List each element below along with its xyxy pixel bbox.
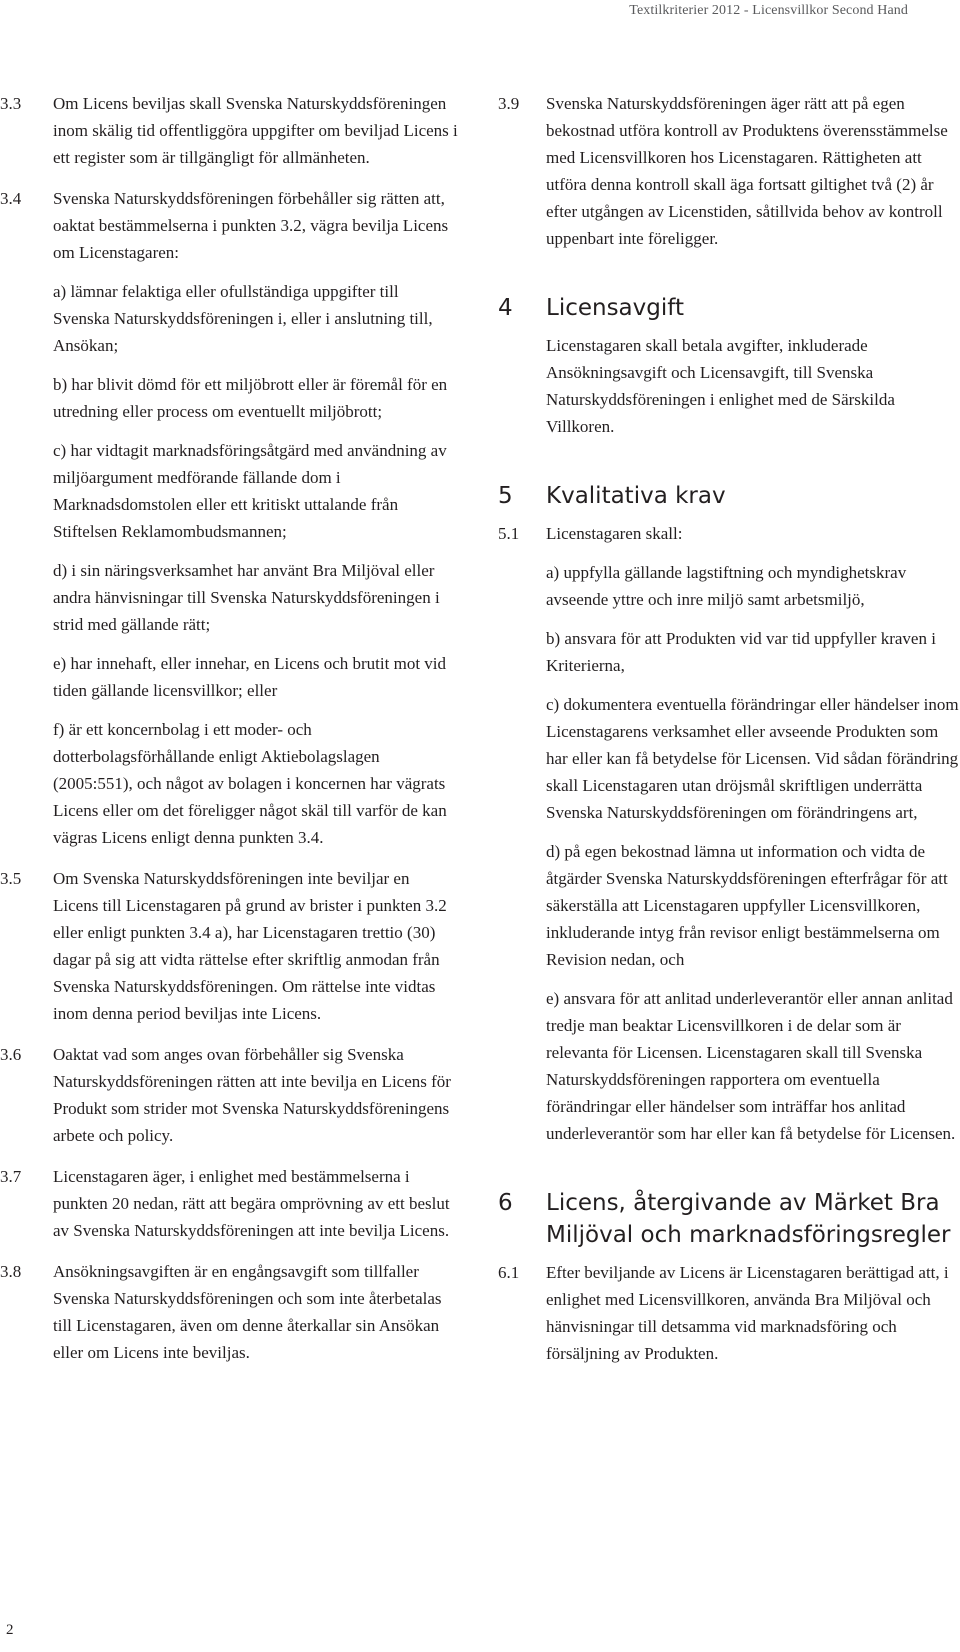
section-3-6 — [0, 1041, 458, 1149]
page-number: 2 — [6, 1622, 14, 1638]
section-number: 6.1 — [498, 1263, 520, 1282]
list-item: b) har blivit dömd för ett miljöbrott eller är föremål för en utredning eller process om eventuellt miljöbrott; — [53, 375, 448, 421]
list-item: c) har vidtagit marknadsföringsåtgärd med användning av miljöargument medförande fällande dom i Marknadsdomstolen eller ett kritiskt uttalande från Stiftelsen Reklamombudsmannen; — [53, 441, 447, 541]
list-item: e) ansvara för att anlitad underleverantör eller annan anlitad tredje man beaktar Licensvillkoren i de delar som är relevanta för Licensen. Licenstagaren skall till Svenska Naturskyddsföreningen rapportera om eventuella förändringar eller händelser som inträffar hos anlitad underleverantör som har eller kan få betydelse för Licensen. — [546, 989, 956, 1143]
heading-6 — [498, 1187, 960, 1251]
paragraph: Ansökningsavgiften är en engångsavgift som tillfaller Svenska Naturskyddsföreningen och som inte återbetalas till Licenstagaren, även om denne återkallar sin Ansökan eller om Licens inte beviljas. — [53, 1262, 442, 1362]
paragraph: Efter beviljande av Licens är Licenstagaren berättigad att, i enlighet med Licensvillkoren, använda Bra Miljöval och hänvisningar till detsamma vid marknadsföring och försäljning av Produkten. — [546, 1263, 949, 1363]
section-3-5 — [0, 865, 458, 1027]
section-3-9 — [498, 90, 960, 252]
paragraph: Oaktat vad som anges ovan förbehåller sig Svenska Naturskyddsföreningen rätten att inte bevilja en Licens för Produkt som strider mot Svenska Naturskyddsföreningens arbete och policy. — [53, 1045, 451, 1145]
list-item: a) uppfylla gällande lagstiftning och myndighetskrav avseende yttre och inre miljö samt arbetsmiljö, — [546, 563, 907, 609]
section-number: 5.1 — [498, 524, 520, 543]
section-6-1 — [498, 1259, 960, 1367]
list-item: c) dokumentera eventuella förändringar eller händelser inom Licenstagarens verksamhet eller avseende Produkten som har eller kan få betydelse för Licensen. Vid sådan förändring skall Licenstagaren utan dröjsmål skriftligen underrätta Svenska Naturskyddsföreningen om förändringens art, — [546, 695, 959, 822]
heading-title: Licens, återgivande av Märket Bra Miljöval och marknadsföringsregler — [546, 1190, 951, 1248]
paragraph: Om Svenska Naturskyddsföreningen inte beviljar en Licens till Licenstagaren på grund av brister i punkten 3.2 eller enligt punkten 3.4 a), har Licenstagaren trettio (30) dagar på sig att vidta rättelse efter skriftlig anmodan från Svenska Naturskyddsföreningen. Om rättelse inte vidtas inom denna period beviljas inte Licens. — [53, 869, 447, 1023]
paragraph: Licenstagaren äger, i enlighet med bestämmelserna i punkten 20 nedan, rätt att begära omprövning av ett beslut av Svenska Naturskyddsföreningen att inte bevilja Licens. — [53, 1167, 450, 1240]
heading-number: 5 — [498, 483, 513, 509]
section-number: 3.7 — [0, 1167, 22, 1186]
section-3-8 — [0, 1258, 458, 1366]
section-number: 3.5 — [0, 869, 22, 888]
section-3-7 — [0, 1163, 458, 1244]
heading-title: Licensavgift — [546, 295, 684, 321]
heading-title: Kvalitativa krav — [546, 483, 726, 509]
running-header: Textilkriterier 2012 - Licensvillkor Second Hand — [629, 3, 908, 18]
list-item: d) på egen bekostnad lämna ut information och vidta de åtgärder Svenska Naturskyddsföreningen efterfrågar för att säkerställa att Licenstagaren uppfyller Licensvillkoren, inkluderande intyg från revisor enligt bestämmelserna om Revision nedan, och — [546, 842, 948, 969]
right-column — [498, 90, 960, 1381]
heading-5 — [498, 480, 960, 512]
section-number: 3.3 — [0, 94, 22, 113]
paragraph: Licenstagaren skall: — [546, 524, 683, 543]
section-number: 3.9 — [498, 94, 520, 113]
section-3-4 — [0, 185, 458, 851]
list-item: d) i sin näringsverksamhet har använt Bra Miljöval eller andra hänvisningar till Svenska Naturskyddsföreningen i strid med gällande rätt; — [53, 561, 440, 634]
paragraph: Svenska Naturskyddsföreningen äger rätt att på egen bekostnad utföra kontroll av Produktens överensstämmelse med Licensvillkoren hos Licenstagaren. Rättigheten att utföra denna kontroll skall äga fortsatt giltighet två (2) år efter utgången av Licenstiden, såtillvida behov av kontroll uppenbart inte föreligger. — [546, 94, 948, 248]
list-item: a) lämnar felaktiga eller ofullständiga uppgifter till Svenska Naturskyddsföreningen i, eller i anslutning till, Ansökan; — [53, 282, 433, 355]
paragraph: Licenstagaren skall betala avgifter, inkluderade Ansökningsavgift och Licensavgift, till Svenska Naturskyddsföreningen i enlighet med de Särskilda Villkoren. — [546, 336, 895, 436]
heading-number: 4 — [498, 295, 513, 321]
section-3-3 — [0, 90, 458, 171]
section-number: 3.4 — [0, 189, 22, 208]
heading-number: 6 — [498, 1190, 513, 1216]
left-column — [0, 90, 458, 1380]
section-5-1 — [498, 520, 960, 1147]
list-item: b) ansvara för att Produkten vid var tid uppfyller kraven i Kriterierna, — [546, 629, 936, 675]
paragraph: Svenska Naturskyddsföreningen förbehåller sig rätten att, oaktat bestämmelserna i punkten 3.2, vägra bevilja Licens om Licenstagaren: — [53, 189, 449, 262]
section-number: 3.6 — [0, 1045, 22, 1064]
heading-4 — [498, 292, 960, 324]
paragraph: Om Licens beviljas skall Svenska Naturskyddsföreningen inom skälig tid offentliggöra uppgifter om beviljad Licens i ett register som är tillgängligt för allmänheten. — [53, 94, 458, 167]
section-number: 3.8 — [0, 1262, 22, 1281]
list-item: e) har innehaft, eller innehar, en Licens och brutit mot vid tiden gällande licensvillkor; eller — [53, 654, 447, 700]
list-item: f) är ett koncernbolag i ett moder- och dotterbolagsförhållande enligt Aktiebolagslagen (2005:551), och något av bolagen i koncernen har vägrats Licens eller om det föreligger något skäl till varför de kan vägras Licens enligt denna punkten 3.4. — [53, 720, 447, 847]
